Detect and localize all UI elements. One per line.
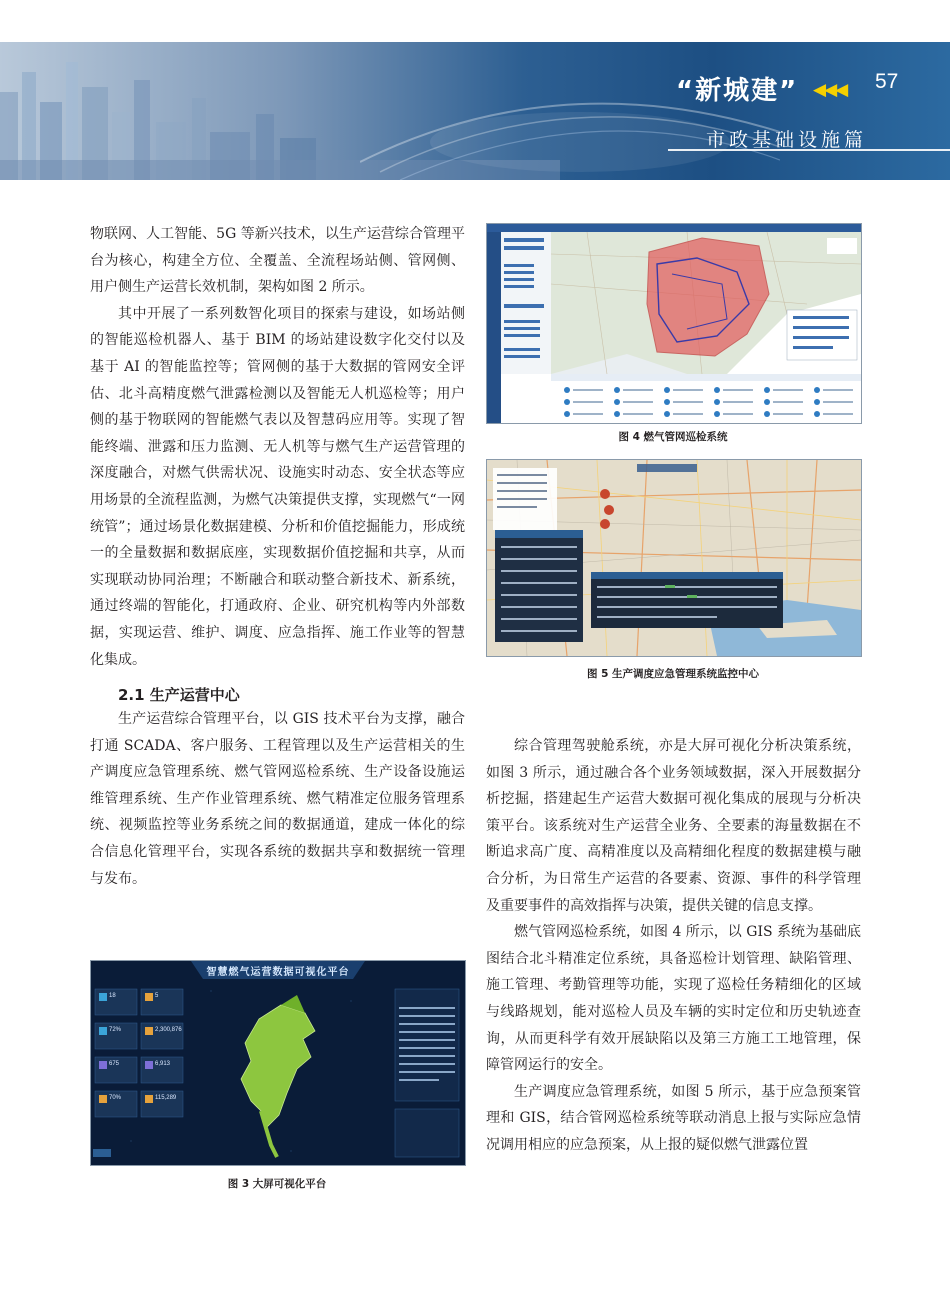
paragraph: 生产调度应急管理系统，如图 5 所示，基于应急预案管理和 GIS，结合管网巡检系统等联动消息上报与实际应急情况调用相应的应急预案，从上报的疑似燃气泄露位置	[486, 1083, 861, 1153]
figure-pipeline-inspection-screenshot	[486, 223, 862, 424]
figure-3-caption: 图 3 大屏可视化平台	[227, 1178, 327, 1190]
left-column-text-top	[90, 221, 465, 673]
paragraph: 综合管理驾驶舱系统，亦是大屏可视化分析决策系统，如图 3 所示，通过融合各个业务领域数据，深入开展数据分析挖掘，搭建起生产运营大数据可视化集成的展现与分析决策平台。该系统对生产运营全业务、全要素的海量数据在不断追求高广度、高精准度以及高精细化程度的数据建模与融合分析，为日常生产运营的各要素、资源、事件的科学管理及重要事件的高效指挥与决策，提供关键的信息支撑。	[486, 738, 861, 914]
dashboard-illustration	[91, 961, 465, 1165]
arrow-left-icons: ◀◀◀	[813, 80, 847, 100]
light-trail-decoration	[360, 42, 780, 180]
paragraph: 其中开展了一系列数智化项目的探索与建设，如场站侧的智能巡检机器人、基于 BIM 的场站建设数字化交付以及基于 AI 的智能监控等；管网侧的基于大数据的管网安全评估、北斗高精度燃气泄露检测以及智能无人机巡检等；用户侧的基于物联网的智能燃气表以及智慧码应用等。实现了智能终端、泄露和压力监测、无人机等与燃气生产运营管理的深度融合，对燃气供需状况、设施实时动态、安全状态等应用场景的全流程监测，为燃气决策提供支撑，实现燃气“一网统管”；通过场景化数据建模、分析和价值挖掘能力，形成统一的全量数据和数据底座，实现数据价值挖掘和共享，从而实现联动协同治理；不断融合和联动整合新技术、新系统，通过终端的智能化，打通政府、企业、研究机构等内外部数据，实现运营、维护、调度、应急指挥、施工作业等的智慧化集成。	[90, 305, 465, 668]
dashboard-stat: 2,300,876	[155, 1027, 182, 1033]
section-heading: 2.1 生产运营中心	[118, 686, 240, 704]
emergency-monitoring-map	[487, 460, 861, 656]
dashboard-stat: 115,289	[155, 1095, 177, 1101]
right-column-text	[486, 733, 861, 1159]
dashboard-stat: 18	[109, 993, 116, 999]
figure-4-caption: 图 4 燃气管网巡检系统	[618, 431, 728, 443]
dashboard-stat: 5	[155, 993, 159, 999]
paragraph: 燃气管网巡检系统，如图 4 所示，以 GIS 系统为基础底图结合北斗精准定位系统，具备巡检计划管理、缺陷管理、施工管理、考勤管理等功能，实现了巡检任务精细化的区域与线路规划，能对巡检人员及车辆的实时定位和历史轨迹查询，从而更科学有效开展缺陷以及第三方施工工地管理，保障管网运行的安全。	[486, 924, 862, 1074]
dashboard-stat: 6,913	[155, 1061, 171, 1067]
figure-big-screen-dashboard	[90, 960, 466, 1166]
figure-5-caption: 图 5 生产调度应急管理系统监控中心	[586, 668, 760, 680]
dashboard-stat: 675	[109, 1061, 120, 1067]
figure-emergency-monitoring-screenshot	[486, 459, 862, 657]
dashboard-stat: 72%	[109, 1027, 122, 1033]
paragraph: 生产运营综合管理平台，以 GIS 技术平台为支撑，融合打通 SCADA、客户服务、工程管理以及生产运营相关的生产调度应急管理系统、燃气管网巡检系统、生产设备设施运维管理系统、生产作业管理系统、燃气精准定位服务管理系统、视频监控等业务系统之间的数据通道，建成一体化的综合信息化管理平台，实现各系统的数据共享和数据统一管理与发布。	[90, 711, 465, 887]
paragraph: 物联网、人工智能、5G 等新兴技术，以生产运营综合管理平台为核心，构建全方位、全覆盖、全流程场站侧、管网侧、用户侧生产运营长效机制，架构如图 2 所示。	[90, 226, 465, 296]
page-number: 57	[875, 70, 899, 93]
left-column-text-bottom	[90, 706, 465, 892]
magazine-column-title: “新城建”	[676, 76, 799, 106]
dashboard-title: 智慧燃气运营数据可视化平台	[206, 967, 350, 978]
header-banner	[0, 42, 950, 180]
section-subtitle: 市政基础设施篇	[706, 129, 868, 151]
dashboard-stat: 70%	[109, 1095, 122, 1101]
pipeline-inspection-map	[487, 224, 861, 423]
